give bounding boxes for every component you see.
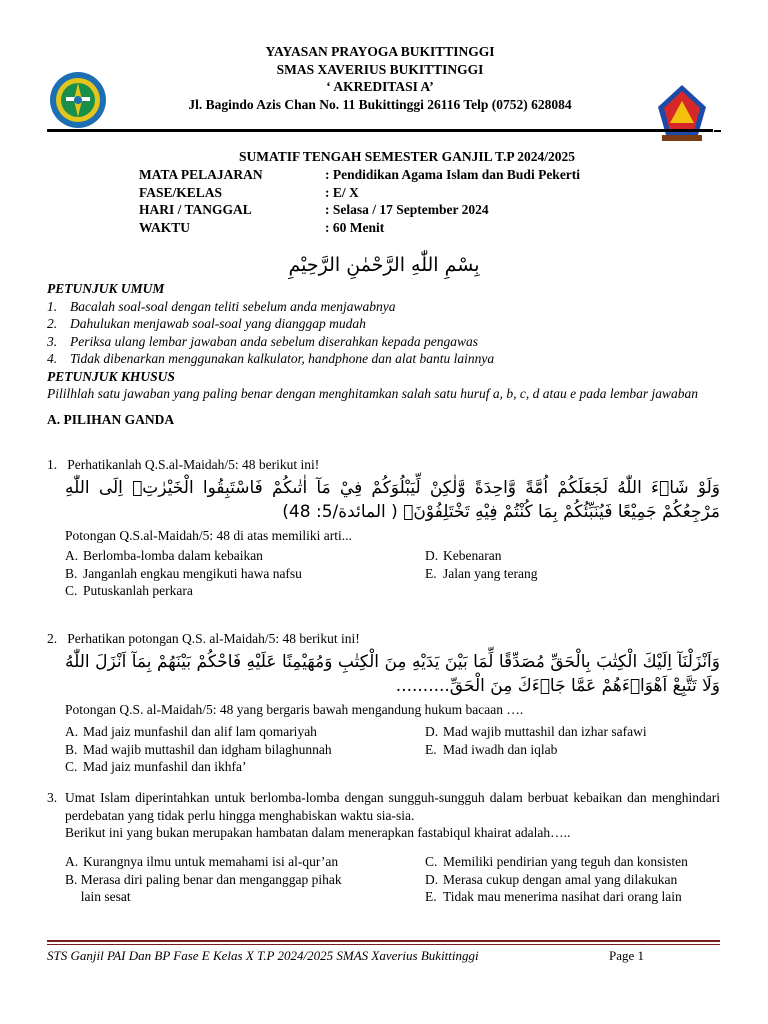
option-letter: C. [425, 854, 438, 869]
answer-option[interactable] [65, 758, 332, 776]
info-row-time [139, 219, 580, 237]
info-key: FASE/KELAS [139, 184, 223, 200]
answer-option[interactable] [425, 565, 537, 583]
option-letter: A. [65, 854, 79, 869]
special-instruction-text: Pililhlah satu jawaban yang paling benar dengan menghitamkan salah satu huruf a, b, c, d atau e pada lembar jawaban [47, 386, 698, 401]
answer-option[interactable] [425, 888, 688, 906]
answer-option[interactable] [65, 547, 302, 565]
section-a-heading: A. PILIHAN GANDA [47, 411, 175, 427]
question-number: 3. [47, 790, 58, 805]
accreditation: ‘ AKREDITASI A’ [326, 79, 434, 94]
option-text: Mad iwadh dan iqlab [443, 741, 558, 757]
question-prompt: Potongan Q.S. al-Maidah/5: 48 yang bergaris bawah mengandung hukum bacaan …. [65, 701, 524, 717]
footer-text: STS Ganjil PAI Dan BP Fase E Kelas X T.P 2024/2025 SMAS Xaverius Bukittinggi [47, 948, 479, 963]
general-instructions [47, 280, 720, 428]
foundation-name: YAYASAN PRAYOGA BUKITTINGGI [265, 44, 495, 59]
option-letter: B. [65, 565, 78, 581]
question-intro: Perhatikanlah Q.S.al-Maidah/5: 48 berikut ini! [67, 457, 320, 472]
info-row-class [139, 184, 580, 202]
options-left [65, 723, 332, 776]
option-letter: B. [65, 871, 78, 887]
school-address: Jl. Bagindo Azis Chan No. 11 Bukittinggi 26116 Telp (0752) 628084 [188, 96, 572, 112]
options-right [425, 853, 688, 906]
info-key: WAKTU [139, 219, 191, 235]
info-value: : 60 Menit [325, 219, 385, 235]
instruction-item [47, 333, 720, 351]
question-intro: Perhatikan potongan Q.S. al-Maidah/5: 48 berikut ini! [67, 631, 360, 646]
option-letter: E. [425, 565, 437, 581]
exam-info [139, 166, 580, 236]
option-letter: C. [65, 583, 78, 598]
options-right [425, 723, 647, 758]
header-divider-tip [714, 130, 721, 132]
question-number: 2. [47, 631, 58, 646]
answer-option[interactable] [425, 871, 688, 889]
answer-option[interactable] [65, 871, 355, 906]
regional-crest-logo [654, 83, 710, 143]
instruction-number: 2. [47, 316, 58, 331]
question-prompt: Berikut ini yang bukan merupakan hambatan dalam menerapkan fastabiqul khairat adalah….. [65, 825, 571, 840]
info-value: : E/ X [325, 184, 359, 200]
option-text: Kurangnya ilmu untuk memahami isi al-qur’an [83, 854, 339, 869]
option-text: Mad wajib muttashil dan idgham bilaghunnah [83, 741, 332, 757]
option-text: Berlomba-lomba dalam kebaikan [83, 548, 263, 563]
header-divider [47, 129, 713, 132]
instruction-text: Periksa ulang lembar jawaban anda sebelum diserahkan kepada pengawas [70, 333, 478, 349]
letterhead [40, 40, 720, 136]
instruction-text: Dahulukan menjawab soal-soal yang dianggap mudah [70, 316, 366, 331]
instruction-item [47, 350, 720, 368]
options-right [425, 547, 537, 582]
option-letter: A. [65, 548, 79, 563]
option-letter: C. [65, 759, 78, 774]
general-heading: PETUNJUK UMUM [47, 281, 165, 296]
option-text: Memiliki pendirian yang teguh dan konsisten [443, 854, 688, 869]
info-key: HARI / TANGGAL [139, 202, 252, 217]
info-value: : Pendidikan Agama Islam dan Budi Pekerti [325, 167, 581, 182]
quran-verse: وَاَنْزَلْنَآ اِلَيْكَ الْكِتٰبَ بِالْحَقِّ مُصَدِّقًا لِّمَا بَيْنَ يَدَيْهِ مِنَ الْكِتٰبِ وَمُهَيْمِنًا عَلَيْهِ فَاحْكُمْ بَيْنَهُمْ بِمَآ اَنْزَلَ اللّٰهُ وَلَا تَتَّبِعْ اَهْوَاۤءَهُمْ عَمَّا جَاۤءَكَ مِنَ الْحَقِّ.......... [65, 651, 720, 696]
basmala: بِسْمِ اللّٰهِ الرَّحْمٰنِ الرَّحِيْمِ [288, 254, 480, 276]
option-text: Tidak mau menerima nasihat dari orang lain [443, 889, 682, 904]
page-number: Page 1 [609, 948, 645, 963]
info-value: : Selasa / 17 September 2024 [325, 202, 489, 217]
answer-option[interactable] [65, 741, 332, 759]
info-key: MATA PELAJARAN [139, 167, 263, 182]
option-letter: D. [425, 548, 439, 563]
info-row-subject [139, 166, 580, 184]
option-text: Merasa cukup dengan amal yang dilakukan [443, 871, 678, 887]
option-text: Kebenaran [443, 548, 502, 563]
question-stem: Umat Islam diperintahkan untuk berlomba-lomba dengan sungguh-sungguh dalam berbuat kebaikan dan menghindari perdebatan yang tidak perlu hingga menghabiskan waktu sia-sia. [65, 790, 720, 823]
option-letter: D. [425, 871, 439, 887]
footer-divider [47, 940, 720, 942]
institution-block [40, 43, 720, 113]
info-row-date [139, 201, 580, 219]
question-3 [47, 789, 720, 842]
option-letter: E. [425, 741, 437, 757]
answer-option[interactable] [425, 853, 688, 871]
option-letter: B. [65, 741, 78, 757]
option-text: Putuskanlah perkara [83, 583, 193, 598]
answer-option[interactable] [425, 741, 647, 759]
answer-option[interactable] [425, 547, 537, 565]
option-text: Janganlah engkau mengikuti hawa nafsu [83, 565, 302, 581]
option-text: Mad jaiz munfashil dan alif lam qomariyah [83, 724, 317, 739]
special-heading: PETUNJUK KHUSUS [47, 368, 175, 384]
page-footer [47, 948, 720, 964]
question-2 [47, 630, 720, 718]
option-letter: D. [425, 724, 439, 739]
option-text: Mad wajib muttashil dan izhar safawi [443, 724, 647, 739]
option-letter: E. [425, 889, 437, 904]
instruction-item [47, 315, 720, 333]
instruction-item [47, 298, 720, 316]
quran-verse: وَلَوْ شَاۤءَ اللّٰهُ لَجَعَلَكُمْ اُمَّةً وَّاحِدَةً وَّلٰكِنْ لِّيَبْلُوَكُمْ فِيْ مَآ اٰتٰىكُمْ فَاسْتَبِقُوا الْخَيْرٰتِۗ اِلَى اللّٰهِ مَرْجِعُكُمْ جَمِيْعًا فَيُنَبِّئُكُمْ بِمَا كُنْتُمْ فِيْهِ تَخْتَلِفُوْنَۙ ( المائدة/5: 48) [65, 477, 720, 522]
answer-option[interactable] [65, 565, 302, 583]
instruction-text: Bacalah soal-soal dengan teliti sebelum anda menjawabnya [70, 298, 396, 314]
options-left [65, 853, 355, 906]
question-1 [47, 456, 720, 544]
option-text: Merasa diri paling benar dan menganggap pihak lain sesat [80, 871, 342, 904]
answer-option[interactable] [425, 723, 647, 741]
option-text: Mad jaiz munfashil dan ikhfa’ [83, 759, 247, 774]
instruction-text: Tidak dibenarkan menggunakan kalkulator, handphone dan alat bantu lainnya [70, 351, 495, 366]
option-letter: A. [65, 724, 79, 739]
answer-option[interactable] [65, 853, 355, 871]
answer-option[interactable] [65, 723, 332, 741]
question-prompt: Potongan Q.S.al-Maidah/5: 48 di atas memiliki arti... [65, 527, 352, 543]
options-left [65, 547, 302, 600]
instruction-number: 4. [47, 351, 58, 366]
question-number: 1. [47, 457, 58, 472]
footer-divider-thin [47, 944, 720, 945]
instruction-number: 3. [47, 333, 58, 349]
school-name: SMAS XAVERIUS BUKITTINGGI [276, 61, 484, 77]
instruction-number: 1. [47, 298, 58, 314]
option-text: Jalan yang terang [443, 565, 538, 581]
answer-option[interactable] [65, 582, 302, 600]
exam-title: SUMATIF TENGAH SEMESTER GANJIL T.P 2024/2025 [238, 149, 576, 164]
